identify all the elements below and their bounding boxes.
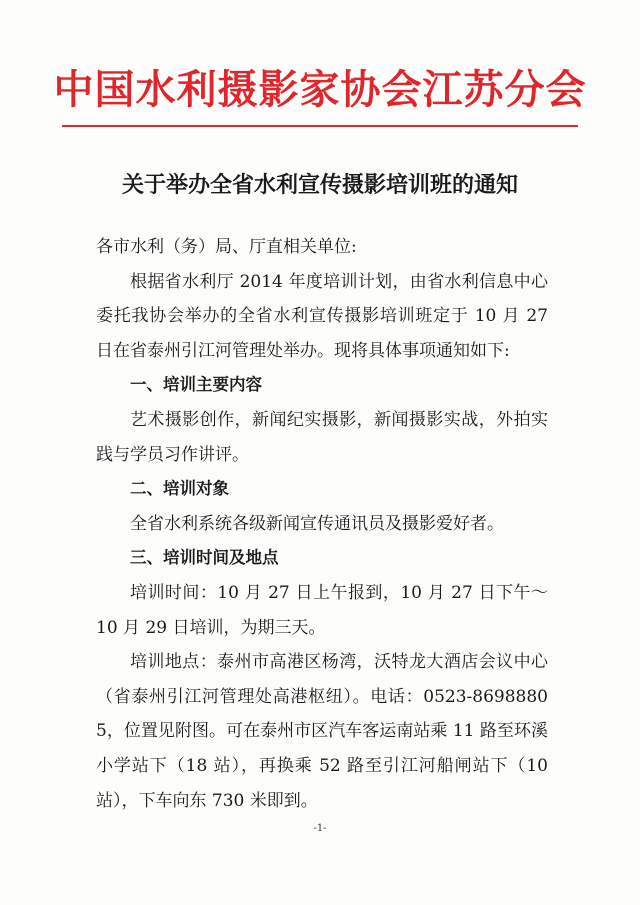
section-content-paragraph: 艺术摄影创作，新闻纪实摄影，新闻摄影实战，外拍实践与学员习作讲评。 [96, 409, 548, 465]
training-location-paragraph: 培训地点：泰州市高港区杨湾，沃特龙大酒店会议中心（省泰州引江河管理处高港枢纽）。电话：0523-86988805，位置见附图。可在泰州市区汽车客运南站乘 11 路至环溪小学站下（18 站），再换乘 52 路至引江河船闸站下（10 站），下车向东 730 米即到。 [96, 652, 548, 811]
page-number: -1- [313, 823, 327, 834]
document-body [96, 230, 548, 818]
training-time-paragraph: 培训时间：10 月 27 日上午报到，10 月 27 日下午～10 月 29 日培训，为期三天。 [96, 582, 548, 638]
document-title: 关于举办全省水利宣传摄影培训班的通知 [121, 172, 518, 198]
intro-paragraph: 根据省水利厅 2014 年度培训计划，由省水利信息中心委托我协会举办的全省水利宣传摄影培训班定于 10 月 27 日在省泰州引江河管理处举办。现将具体事项通知如下: [96, 271, 548, 361]
section-heading-time-location: 三、培训时间及地点 [130, 548, 279, 568]
letterhead: 中国水利摄影家协会江苏分会 [53, 67, 587, 113]
section-heading-audience: 二、培训对象 [130, 479, 229, 499]
salutation: 各市水利（务）局、厅直相关单位: [96, 237, 357, 257]
section-heading-content: 一、培训主要内容 [130, 375, 262, 395]
section-audience-paragraph: 全省水利系统各级新闻宣传通讯员及摄影爱好者。 [130, 513, 504, 534]
letterhead-divider [62, 125, 578, 127]
